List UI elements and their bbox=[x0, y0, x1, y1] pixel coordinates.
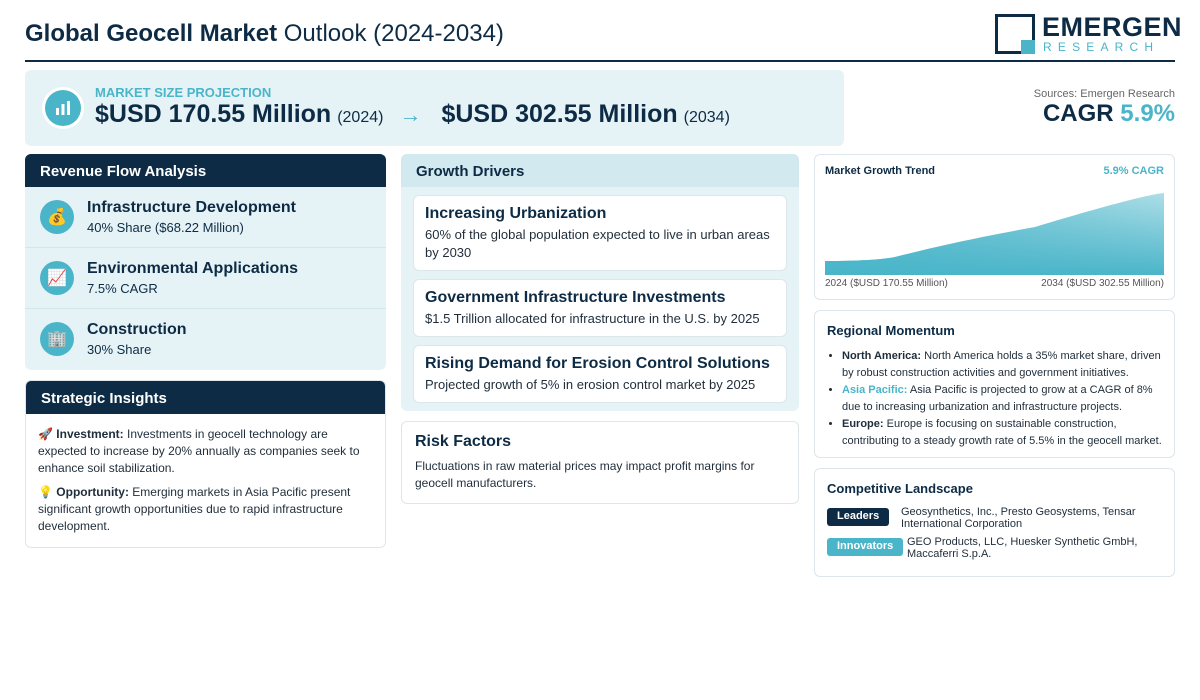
trend-area-overlay bbox=[825, 193, 1164, 275]
revenue-item bbox=[25, 248, 386, 309]
rocket-icon: 🚀 bbox=[38, 427, 53, 441]
innovators-row bbox=[827, 536, 1162, 566]
competitive-heading: Competitive Landscape bbox=[827, 481, 973, 496]
opportunity-insight bbox=[38, 484, 373, 535]
drivers-heading: Growth Drivers bbox=[401, 154, 799, 187]
leaders-row bbox=[827, 506, 1162, 536]
risk-text: Fluctuations in raw material prices may impact profit margins for geocell manufacturers. bbox=[415, 459, 755, 490]
logo-mark-icon bbox=[995, 14, 1035, 54]
innovators-text: GEO Products, LLC, Huesker Synthetic GmbH, Maccaferri S.p.A. bbox=[907, 536, 1138, 560]
revenue-item-sub: 40% Share ($68.22 Million) bbox=[87, 220, 244, 235]
region-text: Europe is focusing on sustainable construction, contributing to a steady growth rate of 5.5% in the geocell market. bbox=[842, 418, 1162, 447]
trend-area-svg bbox=[825, 183, 1164, 275]
title-bold: Global Geocell Market bbox=[25, 20, 278, 47]
logo-sub: RESEARCH bbox=[1043, 40, 1160, 54]
investment-insight bbox=[38, 426, 373, 477]
list-item bbox=[842, 416, 1162, 450]
leaders-badge: Leaders bbox=[827, 508, 889, 526]
page-title bbox=[25, 20, 504, 48]
driver-card bbox=[413, 279, 787, 337]
revenue-item-title: Construction bbox=[87, 321, 187, 338]
building-icon: 🏢 bbox=[40, 322, 74, 356]
lightbulb-icon: 💡 bbox=[38, 485, 53, 499]
driver-text: 60% of the global population expected to live in urban areas by 2030 bbox=[425, 227, 770, 260]
driver-card bbox=[413, 345, 787, 403]
region-list bbox=[827, 348, 1162, 450]
end-year: (2034) bbox=[683, 109, 730, 126]
chart-end-label: 2034 ($USD 302.55 Million) bbox=[1041, 278, 1164, 289]
growth-drivers-panel bbox=[401, 154, 799, 411]
end-value: $USD 302.55 Million bbox=[441, 100, 678, 128]
investment-label: Investment: bbox=[56, 427, 124, 441]
header bbox=[25, 12, 1183, 62]
insights-heading: Strategic Insights bbox=[26, 381, 385, 414]
region-name: Europe: bbox=[842, 418, 884, 430]
revenue-item-title: Environmental Applications bbox=[87, 260, 298, 277]
market-growth-trend-chart bbox=[814, 154, 1175, 300]
driver-card bbox=[413, 195, 787, 271]
driver-title: Rising Demand for Erosion Control Solutions bbox=[425, 355, 770, 372]
chart-cagr-label: 5.9% CAGR bbox=[1103, 165, 1164, 177]
driver-title: Increasing Urbanization bbox=[425, 205, 607, 222]
region-name: North America: bbox=[842, 350, 922, 362]
revenue-heading: Revenue Flow Analysis bbox=[25, 154, 386, 187]
driver-text: Projected growth of 5% in erosion control market by 2025 bbox=[425, 377, 756, 392]
region-text: North America holds a 35% market share, driven by robust construction activities and government initiatives. bbox=[842, 350, 1161, 379]
money-bag-icon: 💰 bbox=[40, 200, 74, 234]
revenue-item-title: Infrastructure Development bbox=[87, 199, 296, 216]
arrow-right-icon: → bbox=[399, 102, 422, 127]
competitive-landscape-panel bbox=[814, 468, 1175, 577]
regional-momentum-panel bbox=[814, 310, 1175, 458]
risk-factors-panel bbox=[401, 421, 799, 504]
list-item bbox=[842, 348, 1162, 382]
strategic-insights-panel bbox=[25, 380, 386, 548]
market-size-projection bbox=[25, 70, 844, 146]
risk-heading: Risk Factors bbox=[415, 433, 512, 450]
revenue-item bbox=[25, 309, 386, 370]
trend-chart-icon: 📈 bbox=[40, 261, 74, 295]
chart-title: Market Growth Trend bbox=[825, 165, 936, 177]
revenue-flow-panel bbox=[25, 154, 386, 370]
cagr-value: 5.9% bbox=[1120, 100, 1175, 127]
revenue-item-sub: 30% Share bbox=[87, 342, 152, 357]
opportunity-label: Opportunity: bbox=[56, 485, 129, 499]
driver-title: Government Infrastructure Investments bbox=[425, 289, 726, 306]
opportunity-text: Emerging markets in Asia Pacific present significant growth opportunities due to rapid infrastructure development. bbox=[38, 485, 351, 533]
list-item bbox=[842, 382, 1162, 416]
chart-start-label: 2024 ($USD 170.55 Million) bbox=[825, 278, 948, 289]
revenue-item-sub: 7.5% CAGR bbox=[87, 281, 158, 296]
projection-label: MARKET SIZE PROJECTION bbox=[95, 85, 272, 100]
logo-word: EMERGEN bbox=[1042, 12, 1183, 42]
driver-text: $1.5 Trillion allocated for infrastructure in the U.S. by 2025 bbox=[425, 311, 760, 326]
title-light: Outlook (2024-2034) bbox=[283, 20, 504, 47]
revenue-item bbox=[25, 187, 386, 248]
start-value: $USD 170.55 Million bbox=[95, 100, 332, 128]
bar-chart-icon bbox=[45, 90, 81, 126]
region-text: Asia Pacific is projected to grow at a CAGR of 8% due to increasing urbanization and infrastructure projects. bbox=[842, 384, 1153, 413]
leaders-text: Geosynthetics, Inc., Presto Geosystems, Tensar International Corporation bbox=[901, 506, 1136, 530]
projection-values bbox=[95, 100, 730, 129]
region-name: Asia Pacific: bbox=[842, 384, 908, 396]
cagr-headline bbox=[1043, 100, 1175, 128]
innovators-badge: Innovators bbox=[827, 538, 903, 556]
start-year: (2024) bbox=[337, 109, 384, 126]
investment-text: Investments in geocell technology are expected to increase by 20% annually as companies seek to enhance soil stabilization. bbox=[38, 427, 360, 475]
emergen-logo bbox=[995, 12, 1183, 56]
regional-heading: Regional Momentum bbox=[827, 323, 955, 338]
cagr-label: CAGR bbox=[1042, 100, 1114, 127]
sources-note: Sources: Emergen Research bbox=[1033, 88, 1175, 100]
